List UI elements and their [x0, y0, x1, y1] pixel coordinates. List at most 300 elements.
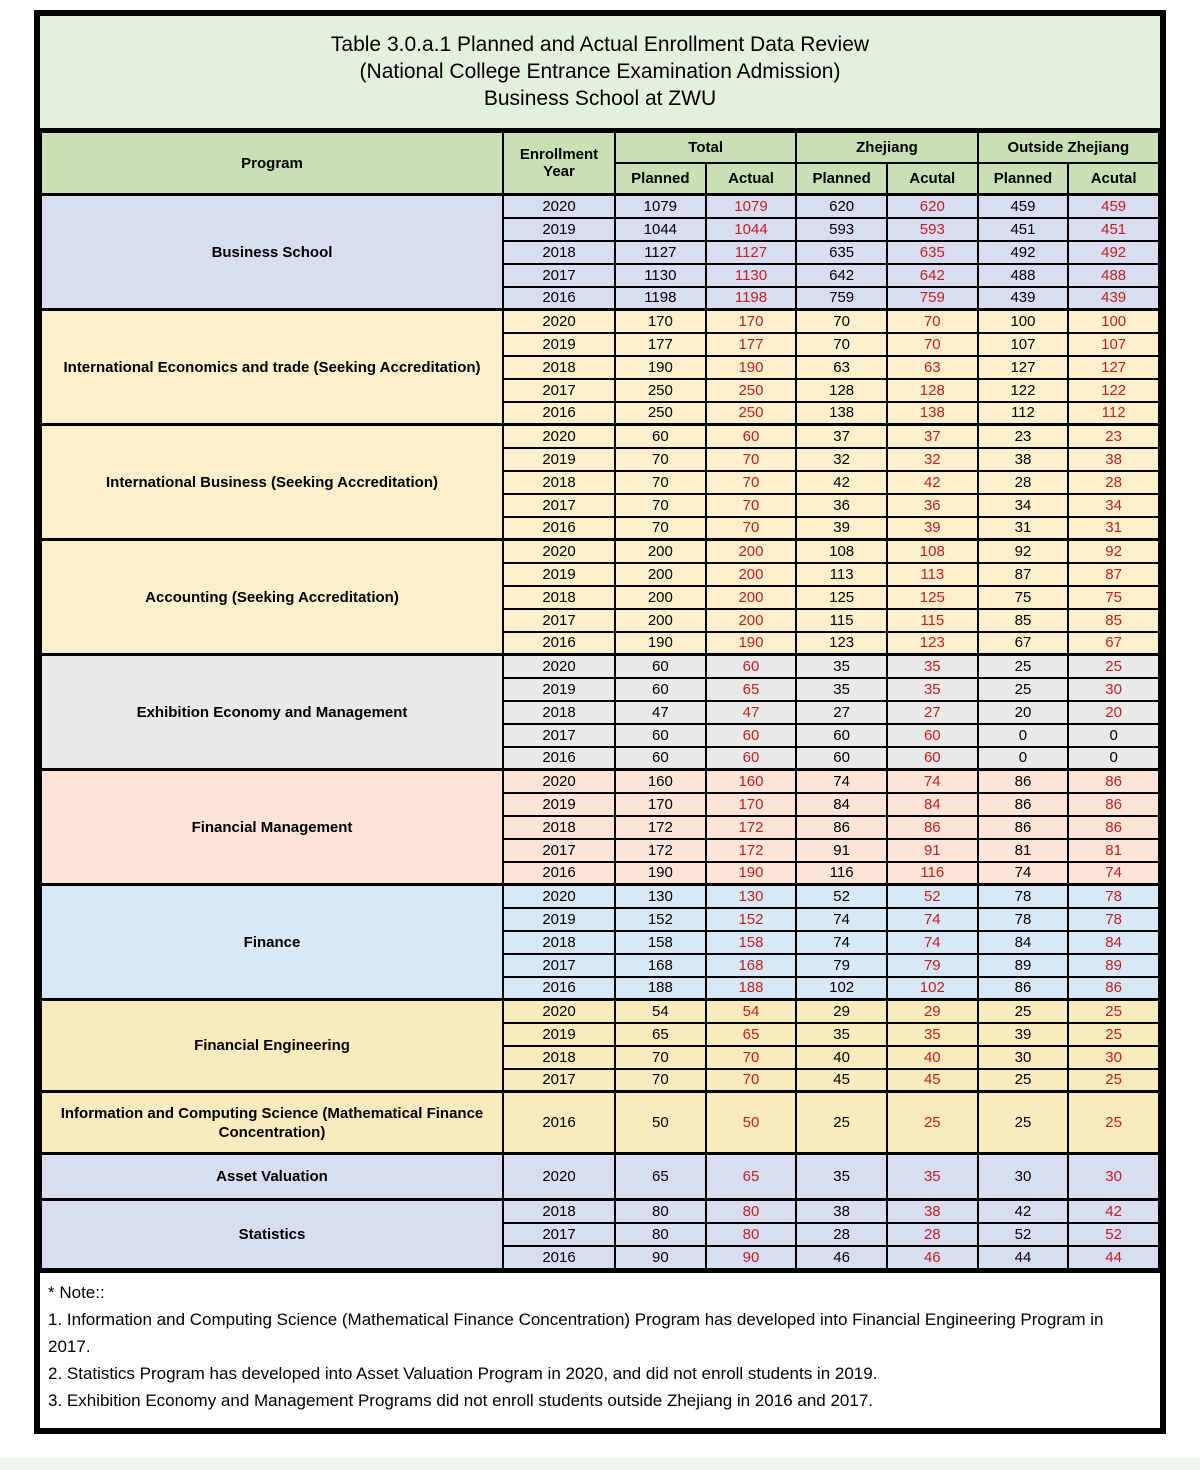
zhejiang-actual-cell: 108 [887, 540, 978, 563]
enrollment-year-cell: 2020 [503, 655, 615, 678]
outside-planned-cell: 451 [978, 218, 1069, 241]
zhejiang-planned-cell: 620 [796, 195, 887, 218]
zhejiang-actual-cell: 759 [887, 287, 978, 310]
enrollment-year-cell: 2019 [503, 793, 615, 816]
zhejiang-actual-cell: 113 [887, 563, 978, 586]
outside-planned-cell: 439 [978, 287, 1069, 310]
zhejiang-planned-cell: 39 [796, 517, 887, 540]
outside-actual-cell: 492 [1068, 241, 1159, 264]
zhejiang-planned-cell: 635 [796, 241, 887, 264]
total-actual-cell: 190 [706, 862, 797, 885]
total-planned-cell: 80 [615, 1200, 706, 1223]
outside-actual-cell: 81 [1068, 839, 1159, 862]
zhejiang-actual-cell: 38 [887, 1200, 978, 1223]
outside-planned-cell: 86 [978, 793, 1069, 816]
total-actual-cell: 200 [706, 540, 797, 563]
zhejiang-planned-cell: 123 [796, 632, 887, 655]
outside-planned-cell: 459 [978, 195, 1069, 218]
outside-planned-cell: 92 [978, 540, 1069, 563]
zhejiang-actual-cell: 29 [887, 1000, 978, 1023]
outside-planned-cell: 38 [978, 448, 1069, 471]
note-block [40, 1270, 1160, 1428]
enrollment-year-cell: 2020 [503, 885, 615, 908]
enrollment-row [41, 540, 1159, 563]
zhejiang-planned-cell: 52 [796, 885, 887, 908]
total-planned-cell: 60 [615, 655, 706, 678]
zhejiang-actual-cell: 91 [887, 839, 978, 862]
outside-planned-cell: 23 [978, 425, 1069, 448]
zhejiang-planned-cell: 38 [796, 1200, 887, 1223]
total-planned-cell: 130 [615, 885, 706, 908]
zhejiang-actual-cell: 35 [887, 655, 978, 678]
total-actual-cell: 70 [706, 448, 797, 471]
enrollment-year-cell: 2017 [503, 609, 615, 632]
total-planned-cell: 1044 [615, 218, 706, 241]
enrollment-year-cell: 2019 [503, 333, 615, 356]
note-heading: * Note:: [48, 1282, 105, 1302]
outside-actual-cell: 100 [1068, 310, 1159, 333]
total-actual-cell: 60 [706, 655, 797, 678]
enrollment-year-cell: 2018 [503, 356, 615, 379]
total-actual-cell: 200 [706, 563, 797, 586]
outside-actual-cell: 107 [1068, 333, 1159, 356]
program-name-cell: Asset Valuation [41, 1154, 503, 1200]
program-name-cell: International Economics and trade (Seeking Accreditation) [41, 310, 503, 425]
outside-actual-cell: 20 [1068, 701, 1159, 724]
title-line-2: (National College Entrance Examination Admission) [359, 60, 841, 83]
zhejiang-actual-cell: 620 [887, 195, 978, 218]
outside-actual-cell: 30 [1068, 1046, 1159, 1069]
zhejiang-planned-cell: 45 [796, 1069, 887, 1092]
total-planned-cell: 70 [615, 448, 706, 471]
total-actual-cell: 65 [706, 1023, 797, 1046]
total-actual-cell: 54 [706, 1000, 797, 1023]
outside-planned-cell: 86 [978, 770, 1069, 793]
outside-planned-cell: 25 [978, 1092, 1069, 1154]
zhejiang-actual-cell: 74 [887, 908, 978, 931]
outside-planned-cell: 67 [978, 632, 1069, 655]
enrollment-data-sheet [34, 10, 1166, 1434]
zhejiang-planned-cell: 35 [796, 1023, 887, 1046]
total-planned-cell: 250 [615, 402, 706, 425]
outside-actual-cell: 25 [1068, 1092, 1159, 1154]
program-name-cell: Finance [41, 885, 503, 1000]
enrollment-row [41, 655, 1159, 678]
enrollment-year-cell: 2018 [503, 1200, 615, 1223]
table-body [41, 195, 1159, 1269]
total-planned-cell: 70 [615, 517, 706, 540]
total-actual-cell: 172 [706, 816, 797, 839]
enrollment-row [41, 885, 1159, 908]
outside-planned-cell: 44 [978, 1246, 1069, 1269]
outside-actual-cell: 0 [1068, 724, 1159, 747]
enrollment-year-cell: 2017 [503, 264, 615, 287]
zhejiang-planned-cell: 593 [796, 218, 887, 241]
zhejiang-planned-cell: 37 [796, 425, 887, 448]
outside-actual-cell: 75 [1068, 586, 1159, 609]
enrollment-table [40, 131, 1160, 1270]
outside-planned-cell: 31 [978, 517, 1069, 540]
total-actual-cell: 1127 [706, 241, 797, 264]
outside-planned-cell: 42 [978, 1200, 1069, 1223]
zhejiang-actual-cell: 593 [887, 218, 978, 241]
total-planned-cell: 170 [615, 310, 706, 333]
zhejiang-actual-cell: 79 [887, 954, 978, 977]
header-group-total: Total [615, 132, 796, 163]
outside-planned-cell: 25 [978, 1069, 1069, 1092]
title-line-3: Business School at ZWU [483, 87, 717, 110]
total-planned-cell: 200 [615, 563, 706, 586]
total-planned-cell: 168 [615, 954, 706, 977]
zhejiang-actual-cell: 39 [887, 517, 978, 540]
total-planned-cell: 200 [615, 540, 706, 563]
total-actual-cell: 90 [706, 1246, 797, 1269]
zhejiang-actual-cell: 74 [887, 770, 978, 793]
zhejiang-planned-cell: 46 [796, 1246, 887, 1269]
header-enrollment-year: Enrollment Year [503, 132, 615, 195]
outside-actual-cell: 451 [1068, 218, 1159, 241]
zhejiang-planned-cell: 27 [796, 701, 887, 724]
table-header [41, 132, 1159, 195]
program-name-cell: Exhibition Economy and Management [41, 655, 503, 770]
outside-actual-cell: 25 [1068, 1023, 1159, 1046]
zhejiang-actual-cell: 116 [887, 862, 978, 885]
header-program: Program [41, 132, 503, 195]
outside-planned-cell: 34 [978, 494, 1069, 517]
zhejiang-actual-cell: 25 [887, 1092, 978, 1154]
outside-planned-cell: 107 [978, 333, 1069, 356]
enrollment-year-cell: 2017 [503, 839, 615, 862]
zhejiang-actual-cell: 635 [887, 241, 978, 264]
enrollment-year-cell: 2018 [503, 816, 615, 839]
zhejiang-planned-cell: 70 [796, 333, 887, 356]
total-planned-cell: 170 [615, 793, 706, 816]
bottom-strip [0, 1458, 1200, 1470]
total-actual-cell: 80 [706, 1200, 797, 1223]
outside-planned-cell: 112 [978, 402, 1069, 425]
header-outside-actual: Acutal [1068, 163, 1159, 195]
zhejiang-planned-cell: 74 [796, 908, 887, 931]
zhejiang-planned-cell: 60 [796, 747, 887, 770]
zhejiang-planned-cell: 84 [796, 793, 887, 816]
zhejiang-actual-cell: 42 [887, 471, 978, 494]
enrollment-year-cell: 2020 [503, 1000, 615, 1023]
outside-planned-cell: 84 [978, 931, 1069, 954]
outside-actual-cell: 439 [1068, 287, 1159, 310]
enrollment-row [41, 425, 1159, 448]
total-planned-cell: 1198 [615, 287, 706, 310]
outside-actual-cell: 89 [1068, 954, 1159, 977]
zhejiang-planned-cell: 86 [796, 816, 887, 839]
enrollment-year-cell: 2019 [503, 678, 615, 701]
total-actual-cell: 160 [706, 770, 797, 793]
enrollment-year-cell: 2017 [503, 1223, 615, 1246]
zhejiang-planned-cell: 35 [796, 655, 887, 678]
total-planned-cell: 80 [615, 1223, 706, 1246]
outside-planned-cell: 25 [978, 1000, 1069, 1023]
zhejiang-planned-cell: 79 [796, 954, 887, 977]
zhejiang-planned-cell: 42 [796, 471, 887, 494]
enrollment-year-cell: 2020 [503, 1154, 615, 1200]
total-actual-cell: 50 [706, 1092, 797, 1154]
outside-planned-cell: 87 [978, 563, 1069, 586]
header-outside-planned: Planned [978, 163, 1069, 195]
zhejiang-actual-cell: 35 [887, 1154, 978, 1200]
outside-planned-cell: 20 [978, 701, 1069, 724]
enrollment-year-cell: 2019 [503, 908, 615, 931]
program-name-cell: Financial Management [41, 770, 503, 885]
enrollment-year-cell: 2019 [503, 563, 615, 586]
outside-planned-cell: 122 [978, 379, 1069, 402]
outside-actual-cell: 86 [1068, 816, 1159, 839]
outside-actual-cell: 92 [1068, 540, 1159, 563]
total-actual-cell: 47 [706, 701, 797, 724]
total-actual-cell: 168 [706, 954, 797, 977]
zhejiang-actual-cell: 28 [887, 1223, 978, 1246]
total-planned-cell: 60 [615, 747, 706, 770]
outside-planned-cell: 89 [978, 954, 1069, 977]
total-planned-cell: 200 [615, 586, 706, 609]
zhejiang-planned-cell: 128 [796, 379, 887, 402]
total-planned-cell: 188 [615, 977, 706, 1000]
total-actual-cell: 70 [706, 471, 797, 494]
zhejiang-planned-cell: 115 [796, 609, 887, 632]
outside-actual-cell: 25 [1068, 1069, 1159, 1092]
outside-planned-cell: 127 [978, 356, 1069, 379]
outside-actual-cell: 38 [1068, 448, 1159, 471]
zhejiang-actual-cell: 45 [887, 1069, 978, 1092]
total-actual-cell: 70 [706, 494, 797, 517]
zhejiang-planned-cell: 25 [796, 1092, 887, 1154]
total-planned-cell: 70 [615, 1046, 706, 1069]
zhejiang-planned-cell: 108 [796, 540, 887, 563]
zhejiang-planned-cell: 35 [796, 1154, 887, 1200]
zhejiang-planned-cell: 102 [796, 977, 887, 1000]
program-name-cell: Financial Engineering [41, 1000, 503, 1092]
zhejiang-actual-cell: 84 [887, 793, 978, 816]
outside-planned-cell: 39 [978, 1023, 1069, 1046]
total-planned-cell: 200 [615, 609, 706, 632]
outside-planned-cell: 30 [978, 1046, 1069, 1069]
page [0, 10, 1200, 1470]
outside-actual-cell: 34 [1068, 494, 1159, 517]
total-planned-cell: 172 [615, 839, 706, 862]
zhejiang-planned-cell: 138 [796, 402, 887, 425]
total-planned-cell: 1130 [615, 264, 706, 287]
enrollment-year-cell: 2020 [503, 770, 615, 793]
zhejiang-actual-cell: 74 [887, 931, 978, 954]
outside-actual-cell: 127 [1068, 356, 1159, 379]
total-actual-cell: 170 [706, 793, 797, 816]
outside-planned-cell: 52 [978, 1223, 1069, 1246]
total-actual-cell: 200 [706, 586, 797, 609]
zhejiang-actual-cell: 60 [887, 747, 978, 770]
enrollment-row [41, 1154, 1159, 1200]
outside-planned-cell: 0 [978, 724, 1069, 747]
outside-planned-cell: 78 [978, 908, 1069, 931]
zhejiang-actual-cell: 138 [887, 402, 978, 425]
outside-actual-cell: 122 [1068, 379, 1159, 402]
total-planned-cell: 152 [615, 908, 706, 931]
total-planned-cell: 1127 [615, 241, 706, 264]
zhejiang-planned-cell: 36 [796, 494, 887, 517]
zhejiang-actual-cell: 37 [887, 425, 978, 448]
total-actual-cell: 130 [706, 885, 797, 908]
total-planned-cell: 70 [615, 471, 706, 494]
zhejiang-planned-cell: 40 [796, 1046, 887, 1069]
total-planned-cell: 70 [615, 494, 706, 517]
zhejiang-actual-cell: 128 [887, 379, 978, 402]
enrollment-year-cell: 2017 [503, 1069, 615, 1092]
outside-actual-cell: 86 [1068, 793, 1159, 816]
enrollment-year-cell: 2020 [503, 195, 615, 218]
zhejiang-planned-cell: 125 [796, 586, 887, 609]
total-planned-cell: 90 [615, 1246, 706, 1269]
outside-actual-cell: 86 [1068, 770, 1159, 793]
enrollment-year-cell: 2016 [503, 517, 615, 540]
enrollment-year-cell: 2018 [503, 586, 615, 609]
enrollment-row [41, 1092, 1159, 1154]
outside-actual-cell: 78 [1068, 885, 1159, 908]
enrollment-row [41, 310, 1159, 333]
total-planned-cell: 177 [615, 333, 706, 356]
zhejiang-actual-cell: 63 [887, 356, 978, 379]
total-planned-cell: 50 [615, 1092, 706, 1154]
header-zhejiang-actual: Acutal [887, 163, 978, 195]
zhejiang-planned-cell: 63 [796, 356, 887, 379]
total-actual-cell: 190 [706, 632, 797, 655]
zhejiang-planned-cell: 116 [796, 862, 887, 885]
header-total-actual: Actual [706, 163, 797, 195]
enrollment-year-cell: 2017 [503, 379, 615, 402]
total-planned-cell: 1079 [615, 195, 706, 218]
total-actual-cell: 1079 [706, 195, 797, 218]
outside-actual-cell: 86 [1068, 977, 1159, 1000]
outside-actual-cell: 78 [1068, 908, 1159, 931]
total-planned-cell: 70 [615, 1069, 706, 1092]
outside-planned-cell: 86 [978, 977, 1069, 1000]
total-actual-cell: 1198 [706, 287, 797, 310]
total-actual-cell: 200 [706, 609, 797, 632]
zhejiang-planned-cell: 74 [796, 770, 887, 793]
enrollment-year-cell: 2019 [503, 448, 615, 471]
total-actual-cell: 65 [706, 1154, 797, 1200]
enrollment-year-cell: 2020 [503, 540, 615, 563]
outside-planned-cell: 30 [978, 1154, 1069, 1200]
total-actual-cell: 170 [706, 310, 797, 333]
note-item-1: 1. Information and Computing Science (Mathematical Finance Concentration) Program has developed into Financial Engineering Program in 2017. [48, 1309, 1104, 1356]
total-actual-cell: 60 [706, 747, 797, 770]
enrollment-year-cell: 2018 [503, 471, 615, 494]
note-item-3: 3. Exhibition Economy and Management Programs did not enroll students outside Zhejiang in 2016 and 2017. [48, 1390, 874, 1410]
enrollment-year-cell: 2020 [503, 310, 615, 333]
outside-actual-cell: 0 [1068, 747, 1159, 770]
total-actual-cell: 1130 [706, 264, 797, 287]
total-planned-cell: 54 [615, 1000, 706, 1023]
outside-planned-cell: 75 [978, 586, 1069, 609]
enrollment-year-cell: 2017 [503, 724, 615, 747]
zhejiang-actual-cell: 70 [887, 310, 978, 333]
zhejiang-planned-cell: 113 [796, 563, 887, 586]
outside-planned-cell: 78 [978, 885, 1069, 908]
outside-actual-cell: 25 [1068, 655, 1159, 678]
total-actual-cell: 158 [706, 931, 797, 954]
outside-planned-cell: 28 [978, 471, 1069, 494]
zhejiang-actual-cell: 60 [887, 724, 978, 747]
zhejiang-planned-cell: 74 [796, 931, 887, 954]
header-zhejiang-planned: Planned [796, 163, 887, 195]
enrollment-row [41, 195, 1159, 218]
total-actual-cell: 250 [706, 379, 797, 402]
outside-planned-cell: 25 [978, 655, 1069, 678]
total-planned-cell: 160 [615, 770, 706, 793]
total-actual-cell: 190 [706, 356, 797, 379]
zhejiang-actual-cell: 52 [887, 885, 978, 908]
header-total-planned: Planned [615, 163, 706, 195]
title-line-1: Table 3.0.a.1 Planned and Actual Enrollment Data Review [330, 33, 870, 56]
total-planned-cell: 47 [615, 701, 706, 724]
program-name-cell: Accounting (Seeking Accreditation) [41, 540, 503, 655]
zhejiang-actual-cell: 40 [887, 1046, 978, 1069]
outside-planned-cell: 86 [978, 816, 1069, 839]
outside-actual-cell: 67 [1068, 632, 1159, 655]
total-planned-cell: 60 [615, 425, 706, 448]
outside-actual-cell: 459 [1068, 195, 1159, 218]
zhejiang-actual-cell: 115 [887, 609, 978, 632]
zhejiang-actual-cell: 642 [887, 264, 978, 287]
total-actual-cell: 152 [706, 908, 797, 931]
outside-actual-cell: 488 [1068, 264, 1159, 287]
outside-planned-cell: 85 [978, 609, 1069, 632]
outside-planned-cell: 488 [978, 264, 1069, 287]
zhejiang-actual-cell: 123 [887, 632, 978, 655]
outside-actual-cell: 74 [1068, 862, 1159, 885]
enrollment-year-cell: 2016 [503, 632, 615, 655]
total-actual-cell: 60 [706, 724, 797, 747]
total-planned-cell: 190 [615, 632, 706, 655]
zhejiang-actual-cell: 35 [887, 1023, 978, 1046]
enrollment-row [41, 1200, 1159, 1223]
enrollment-year-cell: 2018 [503, 1046, 615, 1069]
total-actual-cell: 172 [706, 839, 797, 862]
enrollment-year-cell: 2016 [503, 1246, 615, 1269]
enrollment-year-cell: 2016 [503, 977, 615, 1000]
outside-actual-cell: 112 [1068, 402, 1159, 425]
outside-planned-cell: 25 [978, 678, 1069, 701]
zhejiang-planned-cell: 28 [796, 1223, 887, 1246]
total-planned-cell: 190 [615, 862, 706, 885]
zhejiang-actual-cell: 32 [887, 448, 978, 471]
enrollment-year-cell: 2016 [503, 402, 615, 425]
outside-actual-cell: 31 [1068, 517, 1159, 540]
note-item-2: 2. Statistics Program has developed into Asset Valuation Program in 2020, and did not enroll students in 2019. [48, 1363, 878, 1383]
zhejiang-actual-cell: 27 [887, 701, 978, 724]
enrollment-year-cell: 2016 [503, 862, 615, 885]
total-planned-cell: 190 [615, 356, 706, 379]
total-planned-cell: 65 [615, 1023, 706, 1046]
total-actual-cell: 60 [706, 425, 797, 448]
total-planned-cell: 172 [615, 816, 706, 839]
enrollment-year-cell: 2018 [503, 241, 615, 264]
enrollment-year-cell: 2016 [503, 747, 615, 770]
outside-actual-cell: 87 [1068, 563, 1159, 586]
zhejiang-planned-cell: 60 [796, 724, 887, 747]
outside-actual-cell: 30 [1068, 678, 1159, 701]
zhejiang-actual-cell: 86 [887, 816, 978, 839]
outside-actual-cell: 28 [1068, 471, 1159, 494]
outside-actual-cell: 30 [1068, 1154, 1159, 1200]
zhejiang-actual-cell: 35 [887, 678, 978, 701]
